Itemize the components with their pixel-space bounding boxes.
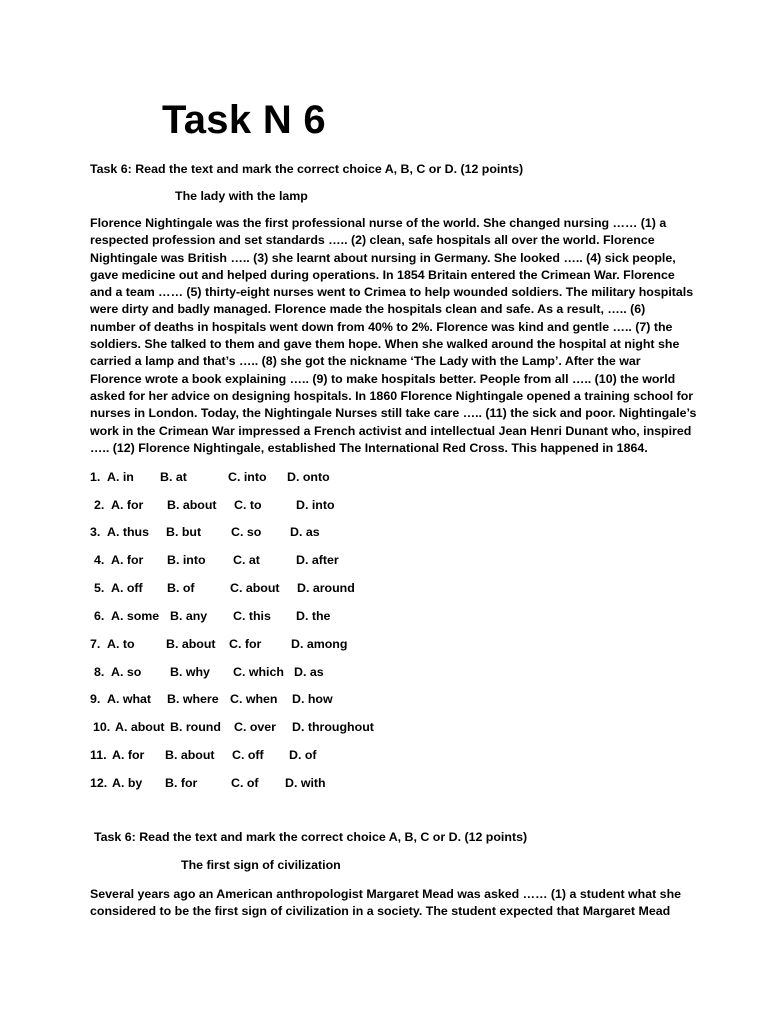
passage-line: were dirty and badly managed. Florence made the hospitals clean and safe. As a result, ….. (6) bbox=[90, 302, 646, 317]
choice-b: B. but bbox=[166, 525, 202, 539]
question-number: 12. bbox=[90, 776, 108, 790]
passage-line: respected profession and set standards ….. (2) clean, safe hospitals all over the world. Florence bbox=[90, 233, 655, 248]
choice-c: C. when bbox=[230, 692, 278, 706]
choice-d: D. into bbox=[296, 498, 335, 512]
choice-d: D. onto bbox=[287, 470, 330, 484]
choice-d: D. the bbox=[296, 609, 331, 623]
choice-b: B. about bbox=[166, 637, 216, 651]
choice-b: B. any bbox=[170, 609, 208, 623]
choice-d: D. as bbox=[290, 525, 320, 539]
passage-line: Nightingale was British ….. (3) she learnt about nursing in Germany. She looked ….. (4) sick people, bbox=[90, 250, 676, 265]
passage-line: number of deaths in hospitals went down from 40% to 2%. Florence was kind and gentle ….. (7) the bbox=[90, 319, 673, 334]
passage-line: soldiers. She talked to them and gave them hope. When she walked around the hospital at night she bbox=[90, 337, 680, 352]
choice-d: D. how bbox=[292, 692, 333, 706]
choice-c: C. at bbox=[233, 553, 260, 567]
choice-b: B. why bbox=[170, 665, 210, 679]
choice-b: B. about bbox=[167, 498, 217, 512]
choice-b: B. about bbox=[165, 748, 215, 762]
passage-line: Florence Nightingale was the first professional nurse of the world. She changed nursing …… (1) a bbox=[90, 216, 667, 230]
choice-c: C. into bbox=[228, 470, 267, 484]
passage-line: Several years ago an American anthropologist Margaret Mead was asked …… (1) a student what she bbox=[90, 887, 682, 901]
passage-line: considered to be the first sign of civilization in a society. The student expected that Margaret Mead bbox=[90, 904, 671, 919]
question-number: 10. bbox=[93, 720, 111, 734]
passage-line: asked for her advice on designing hospitals. In 1860 Florence Nightingale opened a training school for bbox=[90, 388, 694, 403]
choice-a: A. thus bbox=[107, 525, 149, 539]
question-number: 4. bbox=[94, 553, 105, 567]
choice-a: A. by bbox=[112, 776, 143, 790]
choice-a: A. off bbox=[111, 581, 143, 595]
choice-d: D. throughout bbox=[292, 720, 374, 734]
question-number: 3. bbox=[90, 525, 101, 539]
choice-b: B. where bbox=[167, 692, 219, 706]
question-number: 7. bbox=[90, 637, 101, 651]
choice-b: B. for bbox=[165, 776, 198, 790]
choice-d: D. with bbox=[285, 776, 326, 790]
choice-c: C. of bbox=[231, 776, 259, 790]
question-number: 6. bbox=[94, 609, 105, 623]
choice-d: D. after bbox=[296, 553, 339, 567]
choice-a: A. for bbox=[111, 553, 144, 567]
task-instruction: Task 6: Read the text and mark the correct choice A, B, C or D. (12 points) bbox=[94, 830, 528, 844]
choice-d: D. of bbox=[289, 748, 317, 762]
choice-c: C. about bbox=[230, 581, 280, 595]
choice-d: D. among bbox=[291, 637, 348, 651]
choice-c: C. off bbox=[232, 748, 264, 762]
question-number: 1. bbox=[90, 470, 101, 484]
choice-a: A. some bbox=[111, 609, 160, 623]
page-title: Task N 6 bbox=[162, 98, 326, 142]
text-heading: The lady with the lamp bbox=[175, 189, 308, 203]
passage-line: ….. (12) Florence Nightingale, established The International Red Cross. This happened in 1864. bbox=[90, 440, 648, 455]
question-number: 5. bbox=[94, 581, 105, 595]
text-heading: The first sign of civilization bbox=[181, 858, 341, 872]
choice-a: A. so bbox=[111, 665, 142, 679]
choice-b: B. of bbox=[167, 581, 195, 595]
question-number: 11. bbox=[90, 748, 107, 762]
choice-c: C. over bbox=[234, 720, 277, 734]
choice-a: A. for bbox=[111, 498, 144, 512]
passage-line: and a team …… (5) thirty-eight nurses went to Crimea to help wounded soldiers. The military hospitals bbox=[90, 285, 694, 300]
reading-passage bbox=[90, 215, 697, 457]
passage-line: nurses in London. Today, the Nightingale Nurses still take care ….. (11) the sick and poor. Nightingale’s bbox=[90, 406, 697, 421]
choice-d: D. around bbox=[297, 581, 355, 595]
choice-c: C. so bbox=[231, 525, 262, 539]
choice-a: A. what bbox=[107, 692, 152, 706]
choice-a: A. in bbox=[107, 470, 134, 484]
passage-line: carried a lamp and that’s ….. (8) she got the nickname ‘The Lady with the Lamp’. After the war bbox=[90, 354, 641, 369]
choice-b: B. round bbox=[170, 720, 221, 734]
choice-b: B. at bbox=[160, 470, 187, 484]
choice-c: C. which bbox=[233, 665, 284, 679]
passage-line: work in the Crimean War impressed a French activist and intellectual Jean Henri Dunant who, inspired bbox=[90, 423, 692, 438]
task-instruction: Task 6: Read the text and mark the correct choice A, B, C or D. (12 points) bbox=[90, 162, 524, 176]
choice-a: A. for bbox=[112, 748, 145, 762]
choice-d: D. as bbox=[294, 665, 324, 679]
choice-b: B. into bbox=[167, 553, 206, 567]
choice-c: C. this bbox=[233, 609, 271, 623]
passage-line: gave medicine out and helped during operations. In 1854 Britain entered the Crimean War. Florence bbox=[90, 267, 675, 282]
choice-c: C. for bbox=[229, 637, 262, 651]
choice-c: C. to bbox=[234, 498, 262, 512]
passage-line: Florence wrote a book explaining ….. (9) to make hospitals better. People from all ….. (10) the world bbox=[90, 371, 676, 386]
question-number: 8. bbox=[94, 665, 105, 679]
reading-passage bbox=[90, 886, 690, 921]
question-number: 9. bbox=[90, 692, 101, 706]
choice-a: A. to bbox=[107, 637, 135, 651]
question-number: 2. bbox=[94, 498, 105, 512]
choice-a: A. about bbox=[115, 720, 165, 734]
